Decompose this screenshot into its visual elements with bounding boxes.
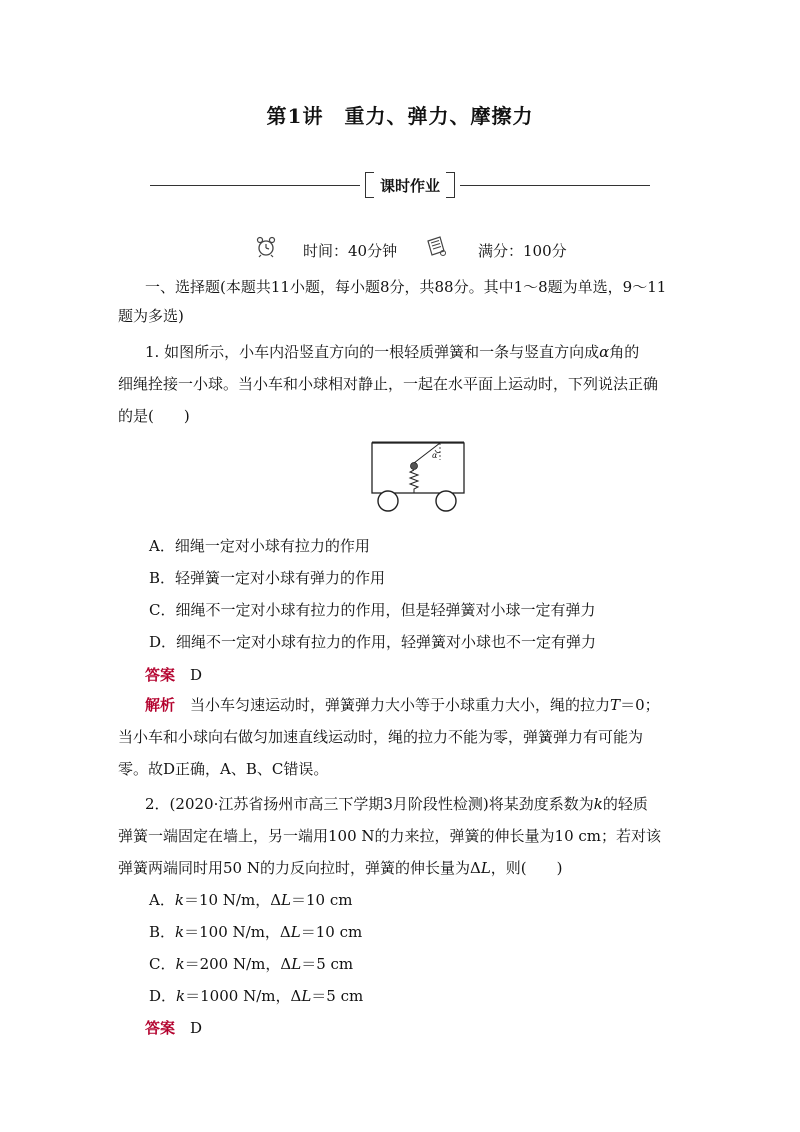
q1-option-d: D．细绳不一定对小球有拉力的作用，轻弹簧对小球也不一定有弹力	[149, 633, 597, 651]
q2-answer	[145, 1017, 202, 1038]
q1-option-c: C．细绳不一定对小球有拉力的作用，但是轻弹簧对小球一定有弹力	[149, 601, 596, 619]
cart-spring-figure	[368, 440, 468, 512]
alarm-clock-icon	[256, 236, 276, 258]
q1-stem-line3: 的是( )	[118, 407, 190, 425]
time-limit: 时间：40分钟	[303, 242, 398, 260]
full-score: 满分：100分	[478, 242, 567, 260]
section-heading-line2: 题为多选)	[118, 307, 184, 325]
q2-option-a: A．k＝10 N/m，ΔL＝10 cm	[149, 891, 353, 909]
score-sheet-icon	[425, 235, 447, 257]
section-heading-line1: 一、选择题(本题共11小题，每小题8分，共88分。其中1～8题为单选，9～11	[145, 278, 667, 296]
banner-text: 课时作业	[379, 177, 440, 195]
banner-bracket-right	[446, 172, 455, 198]
q2-option-d: D．k＝1000 N/m，ΔL＝5 cm	[149, 987, 364, 1005]
answer-label: 答案	[145, 1019, 176, 1037]
answer-value: D	[190, 666, 203, 684]
page-title: 第1讲 重力、弹力、摩擦力	[266, 104, 534, 128]
q1-analysis-line3: 零。故D正确，A、B、C错误。	[118, 760, 329, 778]
q2-stem-line1: 2．(2020·江苏省扬州市高三下学期3月阶段性检测)将某劲度系数为k的轻质	[145, 795, 648, 813]
answer-label: 答案	[145, 666, 176, 684]
q1-stem-line1: 1. 如图所示，小车内沿竖直方向的一根轻质弹簧和一条与竖直方向成α角的	[145, 343, 640, 361]
q1-option-a: A．细绳一定对小球有拉力的作用	[149, 537, 370, 555]
homework-banner	[365, 172, 455, 198]
banner-rule-right	[460, 185, 650, 186]
q1-analysis-line2: 当小车和小球向右做匀加速直线运动时，绳的拉力不能为零，弹簧弹力有可能为	[118, 728, 644, 746]
q2-option-b: B．k＝100 N/m，ΔL＝10 cm	[149, 923, 363, 941]
q1-answer	[145, 664, 202, 685]
q1-analysis-line1: 解析 当小车匀速运动时，弹簧弹力大小等于小球重力大小，绳的拉力T＝0；	[145, 696, 660, 714]
q2-option-c: C．k＝200 N/m，ΔL＝5 cm	[149, 955, 354, 973]
q1-option-b: B．轻弹簧一定对小球有弹力的作用	[149, 569, 386, 587]
answer-value: D	[190, 1019, 203, 1037]
banner-rule-left	[150, 185, 360, 186]
analysis-label: 解析	[145, 696, 176, 714]
figure-alpha-label: α	[432, 451, 438, 460]
q2-stem-line2: 弹簧一端固定在墙上，另一端用100 N的力来拉，弹簧的伸长量为10 cm；若对该	[118, 827, 662, 845]
alpha-symbol: α	[599, 343, 610, 361]
q2-stem-line3: 弹簧两端同时用50 N的力反向拉时，弹簧的伸长量为ΔL，则( )	[118, 859, 563, 877]
q1-stem-line2: 细绳拴接一小球。当小车和小球相对静止，一起在水平面上运动时，下列说法正确	[118, 375, 659, 393]
